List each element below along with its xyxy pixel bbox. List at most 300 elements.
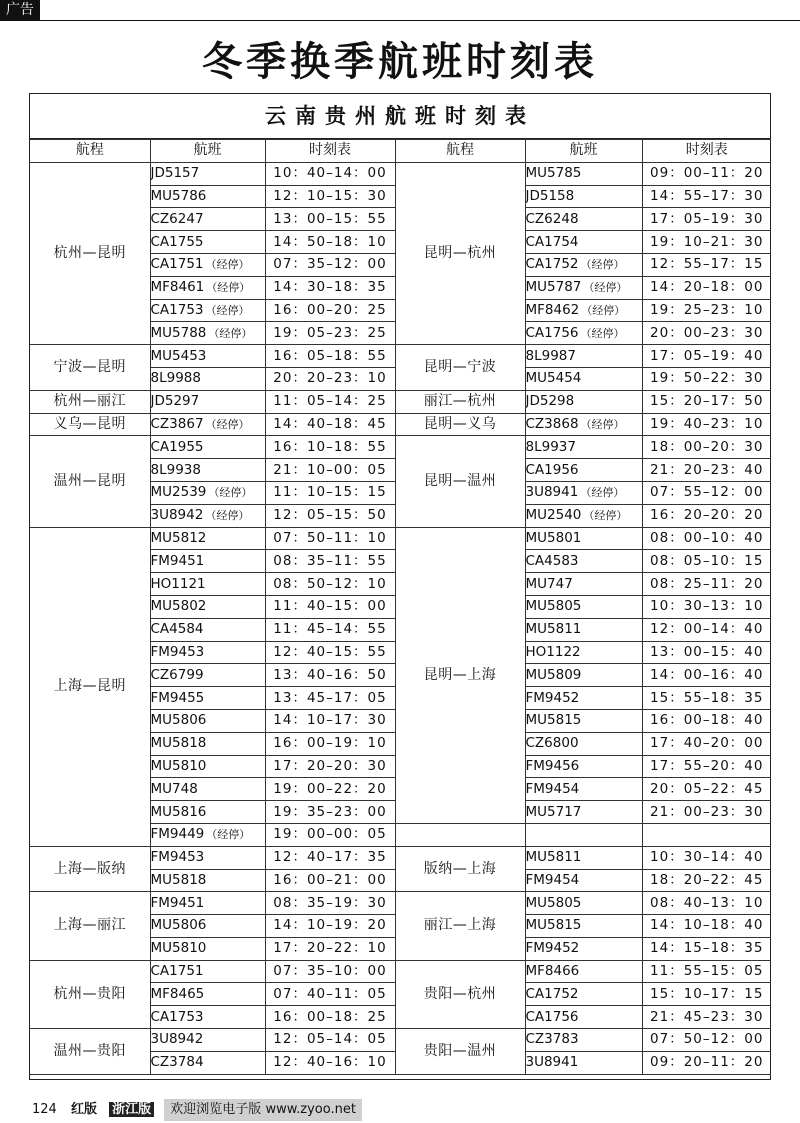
- stopover-note: （经停）: [580, 486, 625, 500]
- right-flight-number: [525, 208, 642, 231]
- left-flight-number: [150, 367, 265, 390]
- flight-code: MU5811: [525, 849, 582, 866]
- flight-code: CA1752: [525, 256, 579, 273]
- stopover-note: （经停）: [205, 417, 250, 431]
- stopover-note: （经停）: [205, 303, 250, 317]
- right-route-cell: 版纳—上海: [395, 846, 525, 892]
- left-flight-number: [150, 276, 265, 299]
- right-flight-number: [525, 664, 642, 687]
- right-route-cell: 贵阳—温州: [395, 1029, 525, 1075]
- top-rule: [40, 20, 800, 21]
- table-row: [30, 1029, 771, 1052]
- left-flight-time: 08：35–19：30: [265, 892, 395, 915]
- left-flight-time: 11：05–14：25: [265, 390, 395, 413]
- table-row: [30, 960, 771, 983]
- left-route-cell: 杭州—贵阳: [30, 960, 150, 1028]
- table-row: [30, 413, 771, 436]
- flight-code: 8L9987: [525, 347, 576, 364]
- header-left-time: 时刻表: [265, 140, 395, 163]
- left-flight-time: 19：35–23：00: [265, 801, 395, 824]
- table-subtitle: 云南贵州航班时刻表: [30, 94, 770, 139]
- flight-code: CZ6247: [150, 210, 204, 227]
- left-flight-number: [150, 732, 265, 755]
- right-flight-number: [525, 846, 642, 869]
- left-flight-time: 14：10–17：30: [265, 709, 395, 732]
- left-flight-number: [150, 573, 265, 596]
- right-route-cell: 丽江—上海: [395, 892, 525, 960]
- flight-code: CA4583: [525, 552, 579, 569]
- right-flight-time: 07：55–12：00: [642, 481, 771, 504]
- flight-code: MU5802: [150, 598, 207, 615]
- right-flight-number: [525, 1006, 642, 1029]
- left-flight-time: 19：05–23：25: [265, 322, 395, 345]
- flight-code: MU5787: [525, 279, 582, 296]
- stopover-note: （经停）: [580, 258, 625, 272]
- right-flight-number: [525, 345, 642, 368]
- left-flight-time: 07：50–11：10: [265, 527, 395, 550]
- left-flight-number: [150, 208, 265, 231]
- right-flight-time: 17：05–19：30: [642, 208, 771, 231]
- left-flight-number: [150, 618, 265, 641]
- flight-code: CZ3784: [150, 1054, 204, 1071]
- footer-bar: [164, 1099, 362, 1121]
- left-flight-number: [150, 481, 265, 504]
- left-flight-number: [150, 1029, 265, 1052]
- left-flight-time: 11：10–15：15: [265, 481, 395, 504]
- left-flight-number: [150, 915, 265, 938]
- page-number: 124: [32, 1102, 57, 1117]
- schedule-body: [30, 162, 771, 1074]
- flight-code: CA1754: [525, 233, 579, 250]
- left-flight-time: 08：50–12：10: [265, 573, 395, 596]
- table-row: [30, 345, 771, 368]
- left-flight-time: 07：40–11：05: [265, 983, 395, 1006]
- flight-code: MU5809: [525, 666, 582, 683]
- left-flight-time: 19：00–22：20: [265, 778, 395, 801]
- flight-code: MU5811: [525, 621, 582, 638]
- left-flight-number: [150, 459, 265, 482]
- stopover-note: （经停）: [580, 326, 625, 340]
- left-flight-time: 16：05–18：55: [265, 345, 395, 368]
- right-route-cell: 昆明—温州: [395, 436, 525, 527]
- right-flight-time: 21：45–23：30: [642, 1006, 771, 1029]
- left-flight-time: 20：20–23：10: [265, 367, 395, 390]
- flight-code: FM9451: [150, 894, 205, 911]
- flight-code: CA1756: [525, 1008, 579, 1025]
- right-route-cell: 贵阳—杭州: [395, 960, 525, 1028]
- left-flight-time: 14：30–18：35: [265, 276, 395, 299]
- right-flight-time: 16：20–20：20: [642, 504, 771, 527]
- right-flight-time: 12：00–14：40: [642, 618, 771, 641]
- left-flight-time: 14：50–18：10: [265, 231, 395, 254]
- right-flight-time: 08：40–13：10: [642, 892, 771, 915]
- right-flight-number: [525, 983, 642, 1006]
- right-flight-time: 14：00–16：40: [642, 664, 771, 687]
- stopover-note: （经停）: [206, 828, 251, 842]
- right-route-cell: 昆明—义乌: [395, 413, 525, 436]
- left-flight-number: [150, 641, 265, 664]
- table-row: [30, 527, 771, 550]
- right-flight-time: 14：10–18：40: [642, 915, 771, 938]
- right-flight-number: [525, 1029, 642, 1052]
- left-flight-number: [150, 595, 265, 618]
- right-flight-time: 08：25–11：20: [642, 573, 771, 596]
- left-route-cell: 义乌—昆明: [30, 413, 150, 436]
- header-right-flight: 航班: [525, 140, 642, 163]
- right-flight-time: 19：50–22：30: [642, 367, 771, 390]
- stopover-note: （经停）: [208, 326, 253, 340]
- flight-code: JD5157: [150, 165, 200, 182]
- right-flight-number: [525, 1051, 642, 1074]
- flight-code: MU5786: [150, 187, 207, 204]
- flight-code: MU5454: [525, 370, 582, 387]
- left-flight-time: 12：40–17：35: [265, 846, 395, 869]
- right-flight-time: 20：05–22：45: [642, 778, 771, 801]
- region-badge: 浙江版: [109, 1102, 154, 1117]
- flight-code: CA1956: [525, 461, 579, 478]
- right-route-cell: 昆明—宁波: [395, 345, 525, 391]
- stopover-note: （经停）: [583, 281, 628, 295]
- table-header-row: [30, 140, 771, 163]
- table-row: [30, 390, 771, 413]
- left-flight-time: 11：45–14：55: [265, 618, 395, 641]
- left-flight-time: 12：10–15：30: [265, 185, 395, 208]
- flight-code: FM9454: [525, 871, 580, 888]
- flight-code: CA1752: [525, 985, 579, 1002]
- left-flight-time: 19：00–00：05: [265, 823, 395, 846]
- right-flight-number: [525, 322, 642, 345]
- flight-code: MF8462: [525, 301, 580, 318]
- right-flight-time: 21：00–23：30: [642, 801, 771, 824]
- right-flight-number: [525, 869, 642, 892]
- right-flight-time: 08：05–10：15: [642, 550, 771, 573]
- left-flight-number: [150, 253, 265, 276]
- flight-code: FM9452: [525, 689, 580, 706]
- right-flight-number: [525, 732, 642, 755]
- left-flight-time: 17：20–22：10: [265, 937, 395, 960]
- left-flight-number: [150, 550, 265, 573]
- flight-code: CA1753: [150, 1008, 204, 1025]
- stopover-note: （经停）: [580, 417, 625, 431]
- left-flight-number: [150, 846, 265, 869]
- flight-code: JD5158: [525, 187, 575, 204]
- left-flight-time: 16：00–19：10: [265, 732, 395, 755]
- flight-code: FM9449: [150, 826, 205, 843]
- table-row: [30, 436, 771, 459]
- left-flight-number: [150, 960, 265, 983]
- left-route-cell: 杭州—昆明: [30, 162, 150, 344]
- left-flight-time: 16：00–20：25: [265, 299, 395, 322]
- left-flight-number: [150, 436, 265, 459]
- left-flight-number: [150, 504, 265, 527]
- flight-code: JD5298: [525, 393, 575, 410]
- right-flight-number: [525, 527, 642, 550]
- left-flight-number: [150, 892, 265, 915]
- left-route-cell: 宁波—昆明: [30, 345, 150, 391]
- right-flight-number: [525, 801, 642, 824]
- right-flight-number: [525, 185, 642, 208]
- flight-code: MF8461: [150, 279, 205, 296]
- left-flight-number: [150, 664, 265, 687]
- left-route-cell: 杭州—丽江: [30, 390, 150, 413]
- flight-code: MF8465: [150, 985, 205, 1002]
- right-flight-number: [525, 778, 642, 801]
- left-flight-number: [150, 778, 265, 801]
- edition-label: 红版: [70, 1102, 97, 1117]
- footer-site: www.zyoo.net: [265, 1102, 356, 1117]
- header-right-route: 航程: [395, 140, 525, 163]
- flight-code: MF8466: [525, 963, 580, 980]
- left-flight-number: [150, 185, 265, 208]
- left-flight-number: [150, 937, 265, 960]
- left-route-cell: 上海—昆明: [30, 527, 150, 846]
- flight-code: MU5806: [150, 712, 207, 729]
- right-flight-time: 15：55–18：35: [642, 687, 771, 710]
- left-flight-number: [150, 983, 265, 1006]
- flight-code: CA1751: [150, 963, 204, 980]
- right-flight-number: [525, 299, 642, 322]
- left-flight-number: [150, 162, 265, 185]
- stopover-note: （经停）: [208, 486, 253, 500]
- flight-code: CA1751: [150, 256, 204, 273]
- flight-code: JD5297: [150, 393, 200, 410]
- left-flight-number: [150, 1006, 265, 1029]
- right-flight-time: 14：55–17：30: [642, 185, 771, 208]
- page-footer: [32, 1099, 412, 1121]
- flight-code: FM9453: [150, 849, 205, 866]
- right-flight-time: 19：10–21：30: [642, 231, 771, 254]
- left-flight-time: 07：35–12：00: [265, 253, 395, 276]
- left-flight-time: 07：35–10：00: [265, 960, 395, 983]
- left-flight-time: 12：05–14：05: [265, 1029, 395, 1052]
- flight-code: 3U8942: [150, 1031, 204, 1048]
- right-flight-number: [525, 231, 642, 254]
- right-flight-time: 14：20–18：00: [642, 276, 771, 299]
- right-flight-time: 12：55–17：15: [642, 253, 771, 276]
- flight-code: HO1122: [525, 643, 581, 660]
- table-row: [30, 846, 771, 869]
- right-flight-time: 07：50–12：00: [642, 1029, 771, 1052]
- right-flight-time: 19：25–23：10: [642, 299, 771, 322]
- stopover-note: （经停）: [205, 258, 250, 272]
- left-flight-number: [150, 390, 265, 413]
- flight-code: MU5788: [150, 324, 207, 341]
- right-flight-time: 17：40–20：00: [642, 732, 771, 755]
- flight-code: CA1955: [150, 438, 204, 455]
- flight-code: FM9456: [525, 757, 580, 774]
- right-flight-time: 15：10–17：15: [642, 983, 771, 1006]
- right-flight-time: 18：20–22：45: [642, 869, 771, 892]
- stopover-note: （经停）: [205, 509, 250, 523]
- header-left-flight: 航班: [150, 140, 265, 163]
- left-flight-number: [150, 801, 265, 824]
- flight-code: 3U8941: [525, 1054, 579, 1071]
- flight-code: CZ3783: [525, 1031, 579, 1048]
- right-flight-number: [525, 709, 642, 732]
- flight-code: MU5815: [525, 917, 582, 934]
- stopover-note: （经停）: [206, 281, 251, 295]
- footer-text: 欢迎浏览电子版: [170, 1102, 262, 1117]
- stopover-note: （经停）: [583, 509, 628, 523]
- left-flight-time: 13：00–15：55: [265, 208, 395, 231]
- flight-code: MU2540: [525, 507, 582, 524]
- right-flight-number: [525, 481, 642, 504]
- left-route-cell: 温州—贵阳: [30, 1029, 150, 1075]
- left-route-cell: 上海—版纳: [30, 846, 150, 892]
- right-flight-time: 10：30–14：40: [642, 846, 771, 869]
- right-flight-time: 15：20–17：50: [642, 390, 771, 413]
- right-route-cell: 昆明—杭州: [395, 162, 525, 344]
- right-flight-number: [525, 892, 642, 915]
- left-flight-time: 12：05–15：50: [265, 504, 395, 527]
- left-flight-number: [150, 1051, 265, 1074]
- right-flight-number: [525, 937, 642, 960]
- left-flight-time: 16：00–21：00: [265, 869, 395, 892]
- flight-code: CZ6248: [525, 210, 579, 227]
- flight-code: 8L9938: [150, 461, 201, 478]
- left-flight-time: 17：20–20：30: [265, 755, 395, 778]
- flight-code: MU5801: [525, 529, 582, 546]
- right-flight-number: [525, 367, 642, 390]
- header-right-time: 时刻表: [642, 140, 771, 163]
- right-flight-empty: [525, 823, 642, 846]
- right-route-cell: 昆明—上海: [395, 527, 525, 823]
- right-flight-time: 19：40–23：10: [642, 413, 771, 436]
- page-title: 冬季换季航班时刻表: [202, 39, 598, 85]
- flight-code: MU5818: [150, 871, 207, 888]
- left-flight-number: [150, 527, 265, 550]
- flight-code: MU5818: [150, 735, 207, 752]
- right-route-cell: 丽江—杭州: [395, 390, 525, 413]
- right-flight-number: [525, 960, 642, 983]
- right-flight-number: [525, 459, 642, 482]
- right-flight-number: [525, 413, 642, 436]
- flight-code: MU2539: [150, 484, 207, 501]
- flight-code: MU5785: [525, 165, 582, 182]
- flight-code: MU5812: [150, 529, 207, 546]
- left-flight-number: [150, 687, 265, 710]
- flight-code: 8L9988: [150, 370, 201, 387]
- right-flight-time: 18：00–20：30: [642, 436, 771, 459]
- right-flight-number: [525, 390, 642, 413]
- right-flight-number: [525, 595, 642, 618]
- flight-code: HO1121: [150, 575, 206, 592]
- left-flight-number: [150, 755, 265, 778]
- table-row: [30, 162, 771, 185]
- left-flight-time: 11：40–15：00: [265, 595, 395, 618]
- left-flight-time: 16：10–18：55: [265, 436, 395, 459]
- left-flight-time: 16：00–18：25: [265, 1006, 395, 1029]
- right-flight-time: 09：00–11：20: [642, 162, 771, 185]
- right-flight-number: [525, 550, 642, 573]
- left-flight-time: 14：10–19：20: [265, 915, 395, 938]
- right-flight-number: [525, 915, 642, 938]
- flight-code: MU5806: [150, 917, 207, 934]
- flight-code: MU748: [150, 780, 198, 797]
- left-flight-time: 13：45–17：05: [265, 687, 395, 710]
- right-flight-time: 13：00–15：40: [642, 641, 771, 664]
- flight-code: MU5453: [150, 347, 207, 364]
- right-flight-time: 14：15–18：35: [642, 937, 771, 960]
- right-flight-number: [525, 573, 642, 596]
- right-flight-time: 09：20–11：20: [642, 1051, 771, 1074]
- flight-code: FM9451: [150, 552, 205, 569]
- right-flight-time: 16：00–18：40: [642, 709, 771, 732]
- right-flight-time: 17：05–19：40: [642, 345, 771, 368]
- right-route-empty: [395, 823, 525, 846]
- flight-code: 3U8942: [150, 507, 204, 524]
- right-time-empty: [642, 823, 771, 846]
- flight-code: MU5810: [150, 940, 207, 957]
- schedule-table: [30, 139, 771, 1075]
- left-flight-time: 14：40–18：45: [265, 413, 395, 436]
- left-flight-number: [150, 709, 265, 732]
- flight-code: MU747: [525, 575, 573, 592]
- right-flight-number: [525, 436, 642, 459]
- left-flight-number: [150, 231, 265, 254]
- flight-code: FM9455: [150, 689, 205, 706]
- schedule-box: [29, 93, 771, 1080]
- left-flight-number: [150, 345, 265, 368]
- flight-code: CA1756: [525, 324, 579, 341]
- right-flight-number: [525, 162, 642, 185]
- left-flight-time: 12：40–15：55: [265, 641, 395, 664]
- flight-code: CZ6799: [150, 666, 204, 683]
- flight-code: FM9454: [525, 780, 580, 797]
- left-route-cell: 上海—丽江: [30, 892, 150, 960]
- left-flight-number: [150, 299, 265, 322]
- right-flight-number: [525, 253, 642, 276]
- flight-code: MU5805: [525, 894, 582, 911]
- left-flight-number: [150, 322, 265, 345]
- left-flight-time: 21：10–00：05: [265, 459, 395, 482]
- flight-code: FM9453: [150, 643, 205, 660]
- table-row: [30, 892, 771, 915]
- right-flight-time: 21：20–23：40: [642, 459, 771, 482]
- left-flight-number: [150, 823, 265, 846]
- left-flight-number: [150, 869, 265, 892]
- flight-code: CA1753: [150, 301, 204, 318]
- right-flight-time: 17：55–20：40: [642, 755, 771, 778]
- flight-code: MU5717: [525, 803, 582, 820]
- right-flight-time: 08：00–10：40: [642, 527, 771, 550]
- right-flight-number: [525, 504, 642, 527]
- left-flight-time: 13：40–16：50: [265, 664, 395, 687]
- left-route-cell: 温州—昆明: [30, 436, 150, 527]
- flight-code: CA4584: [150, 621, 204, 638]
- left-flight-time: 10：40–14：00: [265, 162, 395, 185]
- flight-code: 8L9937: [525, 438, 576, 455]
- flight-code: 3U8941: [525, 484, 579, 501]
- flight-code: MU5805: [525, 598, 582, 615]
- right-flight-number: [525, 687, 642, 710]
- flight-code: CZ3867: [150, 415, 204, 432]
- flight-code: MU5816: [150, 803, 207, 820]
- right-flight-number: [525, 276, 642, 299]
- stopover-note: （经停）: [581, 303, 626, 317]
- header-left-route: 航程: [30, 140, 150, 163]
- right-flight-time: 10：30–13：10: [642, 595, 771, 618]
- left-flight-time: 12：40–16：10: [265, 1051, 395, 1074]
- right-flight-number: [525, 755, 642, 778]
- left-flight-time: 08：35–11：55: [265, 550, 395, 573]
- ad-label: 广告: [0, 0, 40, 21]
- right-flight-number: [525, 641, 642, 664]
- right-flight-time: 20：00–23：30: [642, 322, 771, 345]
- flight-code: MU5815: [525, 712, 582, 729]
- right-flight-number: [525, 618, 642, 641]
- left-flight-number: [150, 413, 265, 436]
